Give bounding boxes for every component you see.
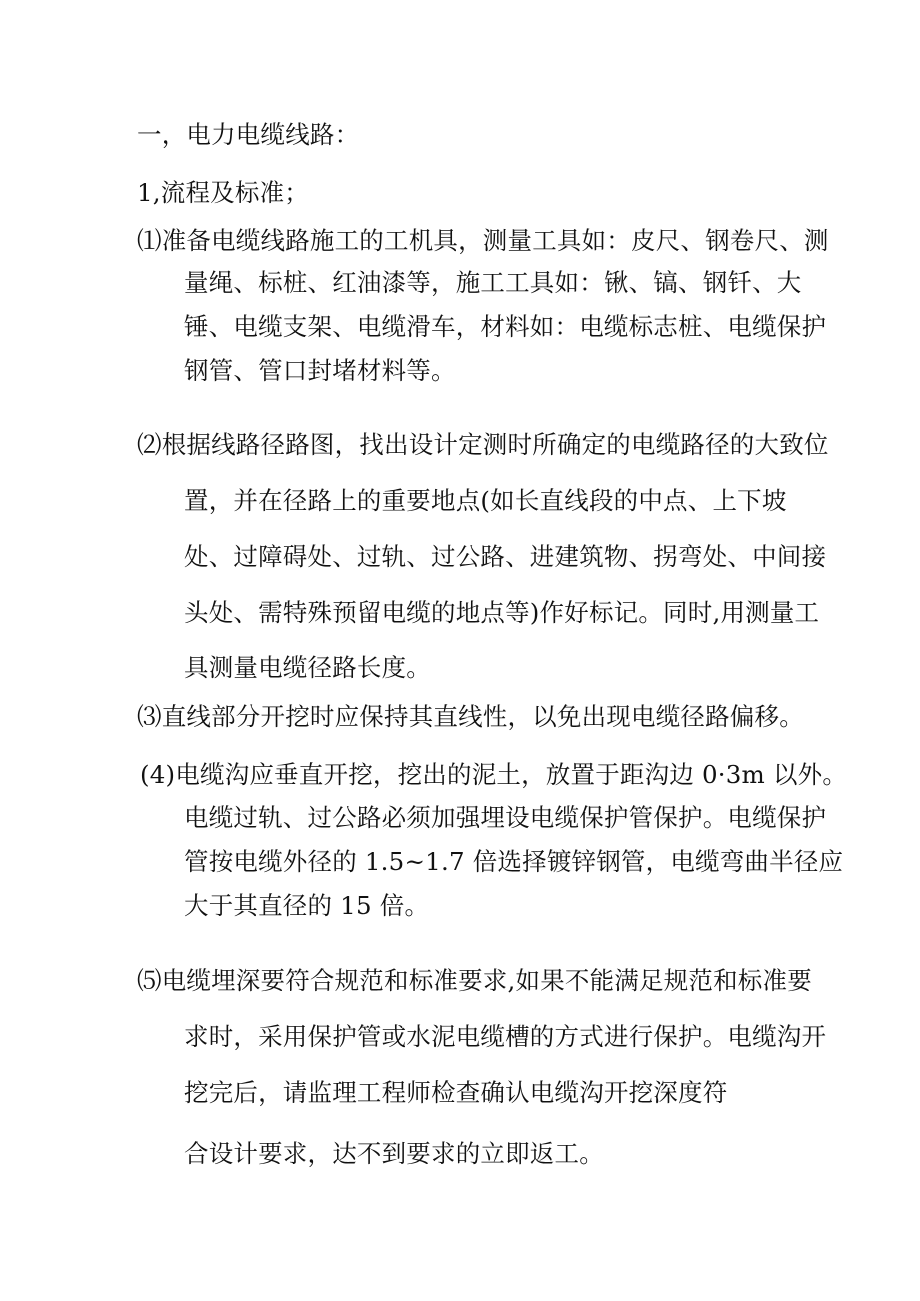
list-item-5-first-line: [137, 966, 812, 996]
item-text: 直线部分开挖时应保持其直线性，以免出现电缆径路偏移。: [161, 702, 804, 731]
list-item-5-line: 挖完后，请监理工程师检查确认电缆沟开挖深度符: [184, 1078, 728, 1107]
list-item-2-line: 具测量电缆径路长度。: [184, 653, 431, 682]
item-marker: ⑸: [137, 966, 162, 995]
list-item-4-line: 大于其直径的 15 倍。: [184, 891, 430, 920]
list-item-3-first-line: [137, 702, 804, 732]
item-text: 电缆沟应垂直开挖，挖出的泥土，放置于距沟边 0·3m 以外。: [175, 760, 848, 789]
list-item-4-line: 管按电缆外径的 1.5~1.7 倍选择镀锌钢管，电缆弯曲半径应: [184, 847, 844, 876]
list-item-2-line: 处、过障碍处、过轨、过公路、进建筑物、拐弯处、中间接: [184, 542, 827, 571]
item-text: 电缆埋深要符合规范和标准要求,如果不能满足规范和标准要: [161, 966, 812, 995]
list-item-1-line: 钢管、管口封堵材料等。: [184, 356, 456, 385]
list-item-5-line: 合设计要求，达不到要求的立即返工。: [184, 1139, 604, 1168]
item-text: 根据线路径路图，找出设计定测时所确定的电缆路径的大致位: [161, 430, 829, 459]
item-marker: (4): [140, 760, 176, 789]
list-item-2-line: 置，并在径路上的重要地点(如长直线段的中点、上下坡: [184, 486, 787, 515]
item-marker: ⑶: [137, 702, 162, 731]
subsection-title: 1,流程及标准；: [137, 178, 309, 207]
list-item-4-line: 电缆过轨、过公路必须加强埋设电缆保护管保护。电缆保护: [184, 803, 827, 832]
item-marker: ⑴: [137, 226, 162, 255]
list-item-1-line: 量绳、标桩、红油漆等，施工工具如：锹、镐、钢钎、大: [184, 268, 802, 297]
list-item-4-first-line: [140, 760, 847, 790]
list-item-2-line: 头处、需特殊预留电缆的地点等)作好标记。同时,用测量工: [184, 598, 820, 627]
list-item-2-first-line: [137, 430, 829, 460]
list-item-5-line: 求时，采用保护管或水泥电缆槽的方式进行保护。电缆沟开: [184, 1022, 827, 1051]
item-marker: ⑵: [137, 430, 162, 459]
list-item-1-first-line: [137, 226, 829, 256]
item-text: 准备电缆线路施工的工机具，测量工具如：皮尺、钢卷尺、测: [161, 226, 829, 255]
list-item-1-line: 锤、电缆支架、电缆滑车，材料如：电缆标志桩、电缆保护: [184, 312, 827, 341]
section-title: 一，电力电缆线路：: [137, 120, 360, 149]
